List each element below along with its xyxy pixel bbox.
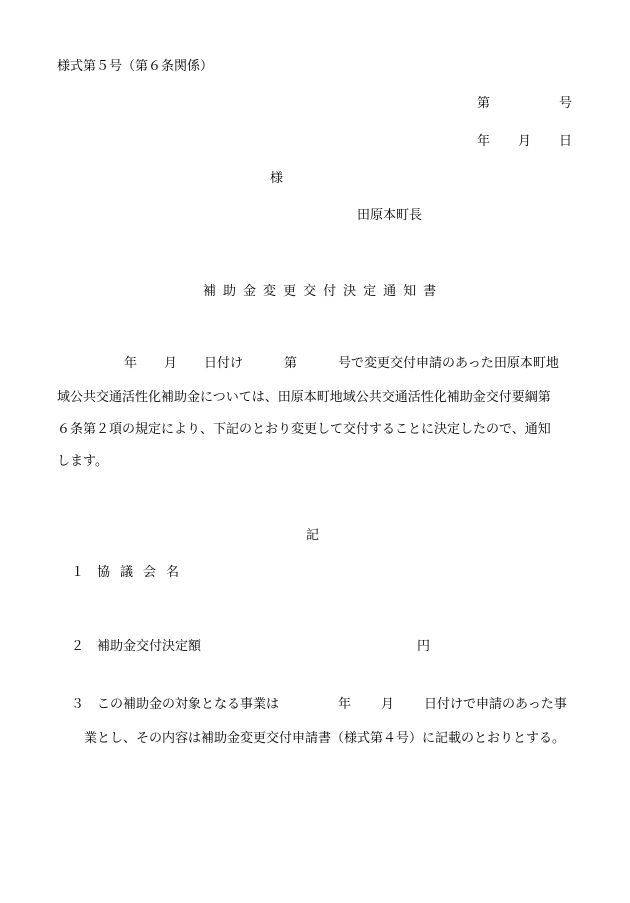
body-month: 月 [164,356,178,371]
addressee-suffix: 様 [270,171,284,186]
title-char: 書 [423,284,437,299]
body-line2: 域公共交通活性化補助金については、田原本町地域公共交通活性化補助金交付要綱第 [57,390,551,405]
title-char: 定 [363,284,377,299]
doc-number-suffix: 号 [559,96,573,111]
item1-label-char: 協 [97,565,111,580]
body-year: 年 [124,356,138,371]
title-char: 補 [203,284,217,299]
item2-unit: 円 [417,639,431,654]
item3-month: 月 [381,697,395,712]
body-line3: ６条第２項の規定により、下記のとおり変更して交付することに決定したので、通知 [57,422,551,437]
page-title [203,285,436,298]
item3-line2: 業とし、その内容は補助金変更交付申請書（様式第４号）に記載のとおりとする。 [84,731,566,746]
title-char: 知 [403,284,417,299]
body-dated: 日付け [204,356,244,371]
item1-label [97,566,179,579]
doc-number-prefix: 第 [477,96,491,111]
title-char: 変 [263,284,277,299]
issuer: 田原本町長 [357,208,423,223]
item1-label-char: 議 [120,565,134,580]
ki-heading: 記 [306,528,320,543]
body-number-prefix: 第 [284,356,298,371]
item3-number: ３ [71,697,85,712]
item1-number: １ [71,565,85,580]
body-line4: します。 [57,454,108,469]
item3-year: 年 [338,697,352,712]
title-char: 付 [323,284,337,299]
item3-text-b: 日付けで申請のあった事 [424,697,567,712]
item1-label-char: 名 [166,565,180,580]
item1-label-char: 会 [143,565,157,580]
form-label: 様式第５号（第６条関係） [57,59,214,74]
title-char: 交 [303,284,317,299]
title-char: 決 [343,284,357,299]
date-year: 年 [477,134,491,149]
item3-text-a: この補助金の対象となる事業は [97,697,280,712]
item2-label: 補助金交付決定額 [97,639,202,654]
date-month: 月 [518,134,532,149]
date-day: 日 [559,134,573,149]
body-line1-rest: 号で変更交付申請のあった田原本町地 [338,356,559,371]
title-char: 通 [383,284,397,299]
title-char: 金 [243,284,257,299]
title-char: 助 [223,284,237,299]
item2-number: ２ [71,639,85,654]
title-char: 更 [283,284,297,299]
